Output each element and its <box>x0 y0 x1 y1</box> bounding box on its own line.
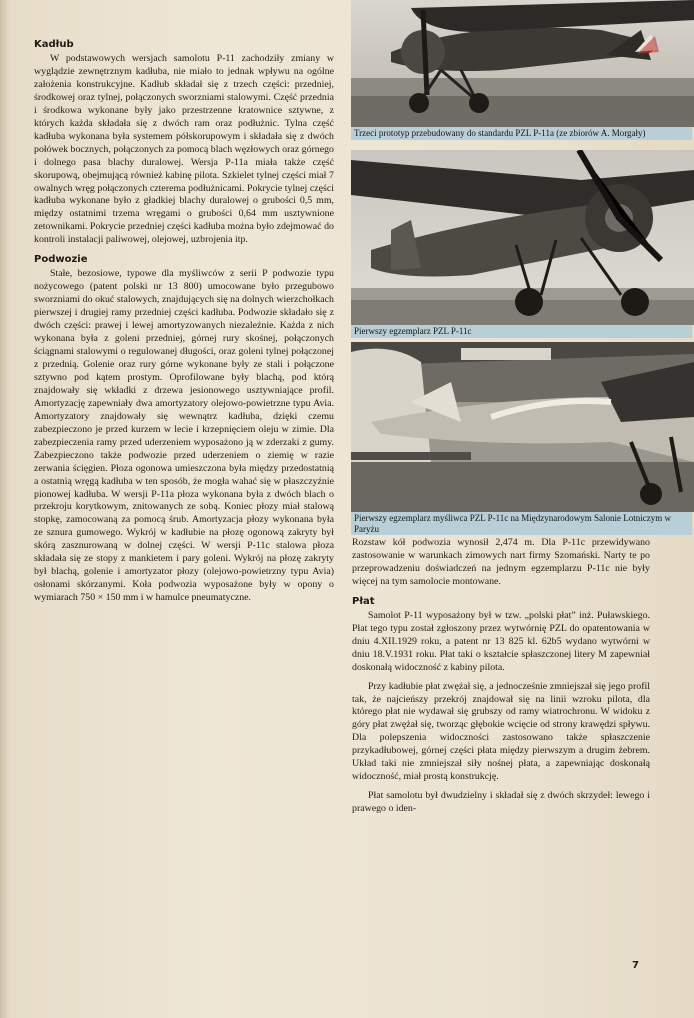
photo-paris-salon <box>351 342 694 512</box>
right-column <box>352 537 650 822</box>
paragraph-plat-1: Samolot P-11 wyposażony był w tzw. „polski płat” inż. Puławskiego. Płat tego typu został zgłoszony przez wytwórnię PZL do opatentowania w dniu 4.XII.1929 roku, a patent nr 13 825 kl. 62b5 wydano wytwórni w dniu 18.V.1931 roku. Płat taki o kształcie spłaszczonej litery M zapewniał doskonałą widoczność z kabiny pilota. <box>352 609 650 673</box>
section-heading-kadlub: Kadłub <box>34 39 74 50</box>
paragraph-plat-3: Płat samolotu był dwudzielny i składał się z dwóch skrzydeł: lewego i prawego o iden- <box>352 790 650 815</box>
photo-caption-2: Pierwszy egzemplarz PZL P-11c <box>351 325 692 338</box>
photo-prototype-p11a <box>351 0 694 127</box>
paragraph-kadlub: W podstawowych wersjach samolotu P-11 zachodziły zmiany w wyglądzie zewnętrznym kadłuba, nie miało to jednak wpływu na ogólne założenia konstrukcyjne. Kadłub składał się z trzech części: przedniej, środkowej oraz tylnej, połączonych sworzniami stalowymi. Część przednia i środkowa wykonane były jako przestrzenne kratownice sztywne, z których każda składała się z dwóch ram oraz podłużnic. Tylna część kadłuba wykonana była systemem półskorupowym i składała się z dwóch połówek bocznych, połączonych za pomocą blach węzłowych oraz górnego i dolnego pasa blachy duralowej. Wersja P-11a miała także część skorupową, obejmującą również kabinę pilota. Szkielet tylnej części miał 7 owalnych wręg połączonych czterema podłużnicami. Pokrycie tylnej części kadłuba wykonane było z gładkiej blachy duralowej o grubości 0,5 mm, między ostatnimi trzema wręgami o grubości 0,64 mm usztywnione zetownikami. Pokrycie przedniej części kadłuba można było zdejmować do kontroli instalacji paliwowej, olejowej, uzbrojenia itp. <box>34 53 334 246</box>
paragraph-podwozie: Stałe, bezosiowe, typowe dla myśliwców z serii P podwozie typu nożycowego (patent polski nr 13 800) umocowane było przegubowo sworzniami do okuć stalowych, znajdujących się na dolnych wierzchołkach pierwszej i drugiej ramy przedniej części kadłuba. Podwozie składało się z dwóch części: prawej i lewej amortyzowanych niezależnie. Każda z nich wykonana była z goleni przedniej, górnej rury skośnej, połączonych ściągnami stalowymi o regulowanej długości, oraz goleni tylnej połączonej z przednią. Golenie oraz rury górne wykonane były ze stali i połączone sztywno pod kątem prostym. Oprofilowane były blachą, pod którą znajdowały się wkładki z drzewa jesionowego usztywniające profil. Amortyzację zapewniały dwa amortyzatory olejowo-powietrzne typu Avia. Amortyzatory znajdowały się wewnątrz kadłuba, dzięki czemu zabezpieczono je przed kurzem w lecie i krzepnięciem oleju w zimie. Dla zabezpieczenia ramy przed uderzeniem wyposażono ją w zderzaki z gumy. Zabezpieczono także podwozie przed uderzeniem o ziemię w razie zerwania ścięgien. Płoza ogonowa umieszczona była między przedostatnią a ostatnią wręgą kadłuba w ten sposób, że mogła wahać się w płaszczyźnie pionowej kadłuba. W wersji P-11a płoza wykonana była z dwóch blach o przekroju korytkowym, znitowanych ze sobą. Koniec płozy miał stalową stopkę, zamocowaną za pomocą śrub. Amortyzacja płozy wykonana była ze sznura gumowego. Wykrój w kadłubie na płozę ogonową zakryty był skórą zasznurowaną w dolnej części. W wersji P-11c stalowa płoza składała się ze stopy z mankietem i pary goleni. Wykrój na płozę zakryty był blachą, golenie i amortyzator płozy (olejowo-powietrzny typu Avia) osłonami skórzanymi. Koła podwozia wyposażone były w opony o wymiarach 750 × 150 mm i w hamulce pneumatyczne. <box>34 268 334 604</box>
left-column <box>34 38 334 611</box>
paragraph-plat-2: Przy kadłubie płat zwężał się, a jednocześnie zmniejszał się jego profil tak, że najcieńszy przekrój znajdował się na linii wzroku pilota, dla którego płat nie wydawał się grubszy od ramy wiatrochronu. W widoku z góry płat zwężał się, tworząc głębokie wcięcie od strony krawędzi spływu. Dla polepszenia widoczności zastosowano także spłaszczenie przykadłubowej, górnej części płata między pierwszym a drugim żebrem. Układ taki nie zmniejszał siły nośnej płata, a zapewniając doskonałą widoczność, miał prostą konstrukcję. <box>352 680 650 783</box>
section-heading-plat: Płat <box>352 595 375 607</box>
photo-first-p11c <box>351 150 694 325</box>
section-heading-podwozie: Podwozie <box>34 254 88 266</box>
page-number: 7 <box>632 960 639 971</box>
paragraph-rozstaw: Rozstaw kół podwozia wynosił 2,474 m. Dla P-11c przewidywano zastosowanie w warunkach zimowych nart firmy Szomański. Narty te po przeprowadzeniu doświadczeń na jednym egzemplarzu P-11c nie były więcej na tym samolocie montowane. <box>352 537 650 587</box>
photo-caption-1: Trzeci prototyp przebudowany do standardu PZL P-11a (ze zbiorów A. Morgały) <box>351 127 692 140</box>
page-binding-shadow <box>0 0 10 1018</box>
photo-caption-3: Pierwszy egzemplarz myśliwca PZL P-11c na Międzynarodowym Salonie Lotniczym w Paryżu <box>351 512 692 535</box>
